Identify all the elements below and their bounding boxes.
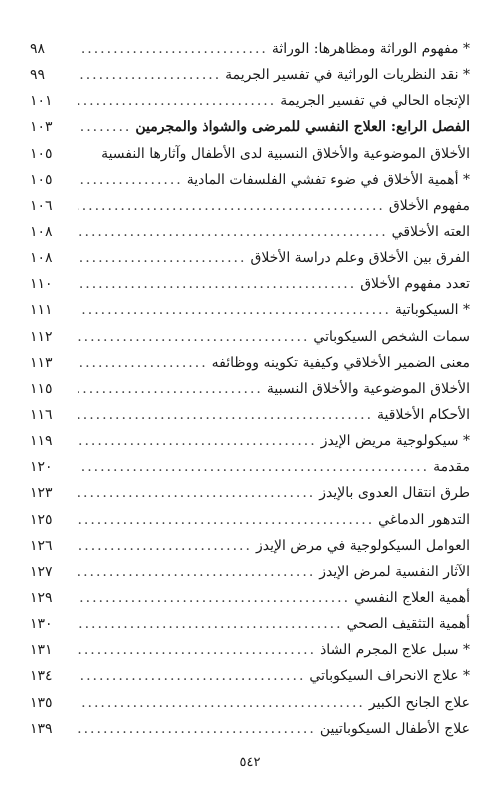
toc-entry [30,141,470,167]
dot-leader [78,62,221,88]
dot-leader [78,507,374,533]
toc-entry [30,559,470,585]
toc-entry [30,663,470,689]
toc-entry-page: ١٠٥ [30,171,53,188]
toc-entry-page: ١٣١ [30,642,53,659]
toc-entry-title: * علاج الانحراف السيكوباتي [309,668,470,685]
toc-entry-title: طرق انتقال العدوى بالإيدز [319,485,470,502]
toc-entry [30,324,470,350]
toc-entry-page: ١١٥ [30,380,53,397]
toc-entry-title: علاج الجانح الكبير [368,694,470,711]
table-of-contents [30,36,470,742]
toc-entry-page: ١٢٠ [30,459,53,476]
toc-entry [30,193,470,219]
toc-entry-title: سمات الشخص السيكوباتي [313,328,470,345]
toc-entry-page: ١٠٣ [30,119,53,136]
toc-entry [30,690,470,716]
page-number: ٥٤٢ [239,755,261,770]
toc-entry-title: مفهوم الأخلاق [388,197,470,214]
toc-entry-page: ١٢٥ [30,511,53,528]
toc-entry-title: الأخلاق الموضوعية والأخلاق النسبية لدى الأطفال وآثارها النفسية [101,145,470,162]
dot-leader [78,454,429,480]
toc-entry-title: العته الأخلاقي [391,223,470,240]
toc-entry [30,88,470,114]
dot-leader [78,193,385,219]
toc-entry-title: * سيكولوجية مريض الإيدز [320,433,470,450]
toc-entry-page: ١٣٥ [30,694,53,711]
dot-leader [78,611,343,637]
dot-leader [78,376,263,402]
toc-entry [30,533,470,559]
toc-entry-title: * نقد النظريات الوراثية في تفسير الجريمة [225,67,470,84]
toc-entry-title: * مفهوم الوراثة ومظاهرها: الوراثة [271,41,470,57]
dot-leader [78,690,365,716]
toc-entry-page: ١١٣ [30,354,53,371]
dot-leader [78,297,391,323]
toc-entry-page: ٩٨ [30,41,46,57]
toc-entry-title: الآثار النفسية لمرض الإيدز [319,563,470,580]
toc-entry-title: معنى الضمير الأخلاقي وكيفية تكوينه ووظائفه [211,354,470,371]
toc-entry-page: ١٣٠ [30,616,53,633]
toc-entry [30,507,470,533]
dot-leader [78,114,131,140]
dot-leader [78,88,276,114]
toc-entry [30,350,470,376]
toc-entry [30,611,470,637]
toc-entry-title: الأحكام الأخلاقية [377,406,470,423]
dot-leader [78,663,305,689]
toc-entry [30,271,470,297]
toc-entry-page: ١١٩ [30,433,53,450]
dot-leader [78,428,317,454]
toc-entry-title: * السيكوباتية [394,302,470,319]
toc-entry-page: ١٢٣ [30,485,53,502]
toc-entry-page: ١٠١ [30,93,53,110]
toc-entry [30,245,470,271]
toc-entry-title: * سبل علاج المجرم الشاذ [320,642,470,659]
toc-entry-title: أهمية التثقيف الصحي [346,616,470,633]
dot-leader [78,480,315,506]
toc-entry-page: ١١٦ [30,406,53,423]
toc-entry-title: تعدد مفهوم الأخلاق [360,276,470,293]
dot-leader [78,36,268,62]
toc-entry-page: ٩٩ [30,67,46,84]
toc-entry-page: ١٣٤ [30,668,53,685]
toc-entry [30,480,470,506]
dot-leader [78,533,252,559]
dot-leader [78,271,356,297]
toc-entry-title: الفصل الرابع: العلاج النفسي للمرضى والشواذ والمجرمين [135,119,470,136]
toc-entry-page: ١٢٩ [30,589,53,606]
dot-leader [78,716,316,742]
dot-leader [78,219,388,245]
toc-entry-page: ١٠٦ [30,197,53,214]
toc-entry [30,428,470,454]
toc-entry [30,376,470,402]
toc-entry-page: ١١١ [30,302,53,319]
toc-entry [30,585,470,611]
toc-entry [30,402,470,428]
dot-leader [78,245,246,271]
toc-entry-page: ١٠٥ [30,145,53,162]
toc-entry-page: ١٠٨ [30,250,53,267]
toc-entry-page: ١٢٧ [30,563,53,580]
toc-entry [30,36,470,62]
toc-entry [30,62,470,88]
dot-leader [78,402,373,428]
toc-entry-title: علاج الأطفال السيكوباتيين [319,720,470,737]
dot-leader [78,585,350,611]
toc-entry-title: الإتجاه الحالي في تفسير الجريمة [280,93,470,110]
toc-entry-title: الفرق بين الأخلاق وعلم دراسة الأخلاق [250,250,470,267]
dot-leader [78,350,208,376]
toc-entry [30,297,470,323]
toc-entry-page: ١٣٩ [30,720,53,737]
toc-entry-title: أهمية العلاج النفسي [354,589,470,606]
toc-entry [30,454,470,480]
toc-entry [30,637,470,663]
toc-entry-title: * أهمية الأخلاق في ضوء تفشي الفلسفات المادية [186,171,470,188]
dot-leader [78,637,316,663]
toc-entry-title: العوامل السيكولوجية في مرض الإيدز [255,537,470,554]
toc-entry-page: ١١٠ [30,276,53,293]
toc-entry-page: ١٠٨ [30,223,53,240]
toc-entry-page: ١٢٦ [30,537,53,554]
toc-entry-title: التدهور الدماغي [378,511,470,528]
toc-entry-title: الأخلاق الموضوعية والأخلاق النسبية [266,380,470,397]
toc-entry [30,716,470,742]
toc-entry [30,167,470,193]
dot-leader [78,324,309,350]
toc-entry-page: ١١٢ [30,328,53,345]
dot-leader [78,167,183,193]
toc-entry [30,219,470,245]
toc-entry-title: مقدمة [433,459,470,476]
toc-entry [30,114,470,140]
dot-leader [78,559,315,585]
